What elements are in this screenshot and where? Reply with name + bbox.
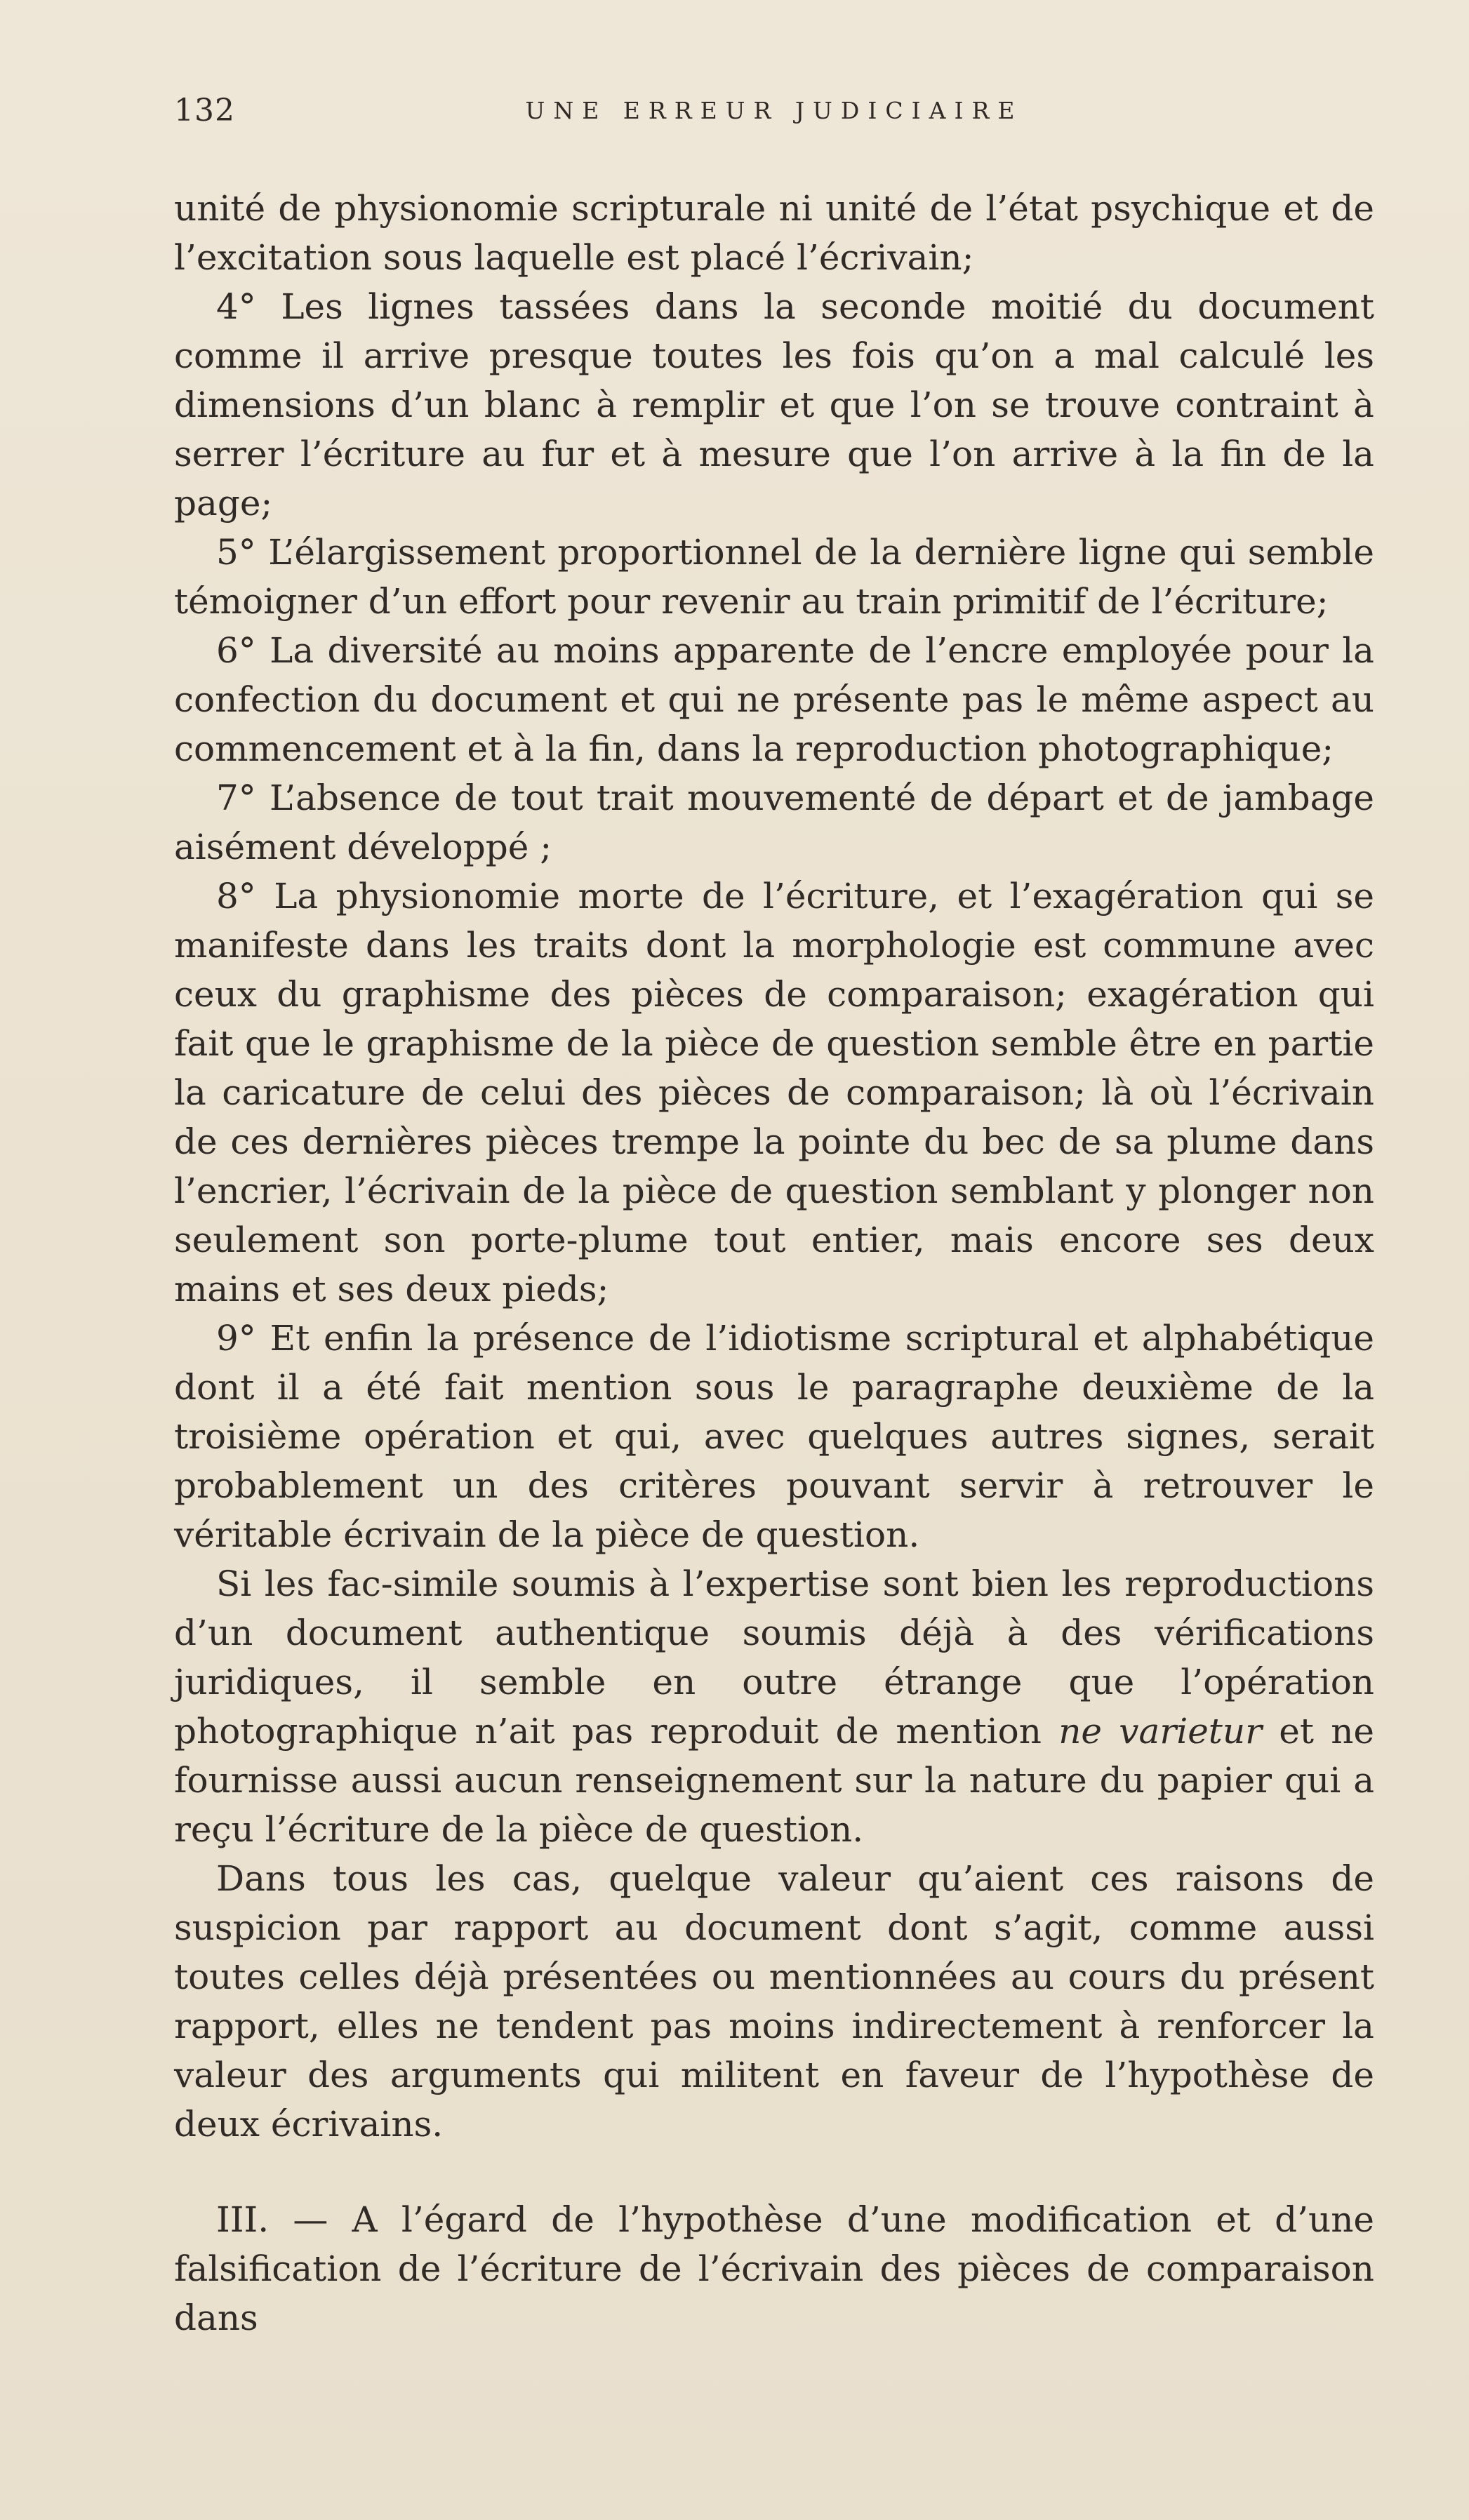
paragraph-item-8: 8° La physionomie morte de l’écriture, et l’exagération qui se manifeste dans les traits dont la morphologie est commune avec ceux du graphisme des pièces de comparaison; exagération qui fait que le graphisme de la pièce de question semble être en partie la caricature de celui des pièces de comparaison; là où l’écrivain de ces dernières pièces trempe la pointe du bec de sa plume dans l’encrier, l’écrivain de la pièce de question semblant y plonger non seulement son porte-plume tout entier, mais encore ses deux mains et ses deux pieds; bbox=[174, 876, 1374, 1309]
paragraph-fac-simile bbox=[174, 1559, 1374, 1854]
page-number: 132 bbox=[174, 93, 235, 128]
paragraph-item-7: 7° L’absence de tout trait mouvementé de départ et de jambage aisément développé ; bbox=[174, 778, 1374, 867]
page-header bbox=[174, 93, 1374, 135]
paragraph-section-iii: III. — A l’égard de l’hypothèse d’une modification et d’une falsification de l’écriture de l’écrivain des pièces de comparaison dans bbox=[174, 2199, 1374, 2338]
paragraph-continuation: unité de physionomie scripturale ni unité de l’état psychique et de l’excitation sous laquelle est placé l’écrivain; bbox=[174, 188, 1374, 278]
body-text bbox=[174, 184, 1374, 2342]
paragraph-fac-simile-text-before: Si les fac-simile soumis à l’expertise sont bien les reproductions d’un document authentique soumis déjà à des vérifications juridiques, il semble en outre étrange que l’opération photographique n’ait pas reproduit de mention bbox=[174, 1564, 1374, 1752]
paragraph-item-4: 4° Les lignes tassées dans la seconde moitié du document comme il arrive presque toutes les fois qu’on a mal calculé les dimensions d’un blanc à remplir et que l’on se trouve contraint à serrer l’écriture au fur et à mesure que l’on arrive à la fin de la page; bbox=[174, 286, 1374, 524]
paragraph-fac-simile-emphasis: ne varietur bbox=[1058, 1711, 1263, 1752]
running-title: UNE ERREUR JUDICIAIRE bbox=[525, 97, 1023, 124]
paragraph-item-6: 6° La diversité au moins apparente de l’encre employée pour la confection du document et qui ne présente pas le même aspect au commencement et à la fin, dans la reproduction photographique; bbox=[174, 630, 1374, 769]
paragraph-item-9: 9° Et enfin la présence de l’idiotisme scriptural et alphabétique dont il a été fait mention sous le paragraphe deuxième de la troisième opération et qui, avec quelques autres signes, serait probablement un des critères pouvant servir à retrouver le véritable écrivain de la pièce de question. bbox=[174, 1318, 1374, 1555]
paragraph-conclusion: Dans tous les cas, quelque valeur qu’aient ces raisons de suspicion par rapport au document dont s’agit, comme aussi toutes celles déjà présentées ou mentionnées au cours du présent rapport, elles ne tendent pas moins indirectement à renforcer la valeur des arguments qui militent en faveur de l’hypothèse de deux écrivains. bbox=[174, 1858, 1374, 2145]
paragraph-item-5: 5° L’élargissement proportionnel de la dernière ligne qui semble témoigner d’un effort pour revenir au train primitif de l’écriture; bbox=[174, 532, 1374, 622]
paragraph-fac-simile-text-after: et ne fournisse aussi aucun renseignement sur la nature du papier qui a reçu l’écriture de la pièce de question. bbox=[174, 1711, 1375, 1850]
